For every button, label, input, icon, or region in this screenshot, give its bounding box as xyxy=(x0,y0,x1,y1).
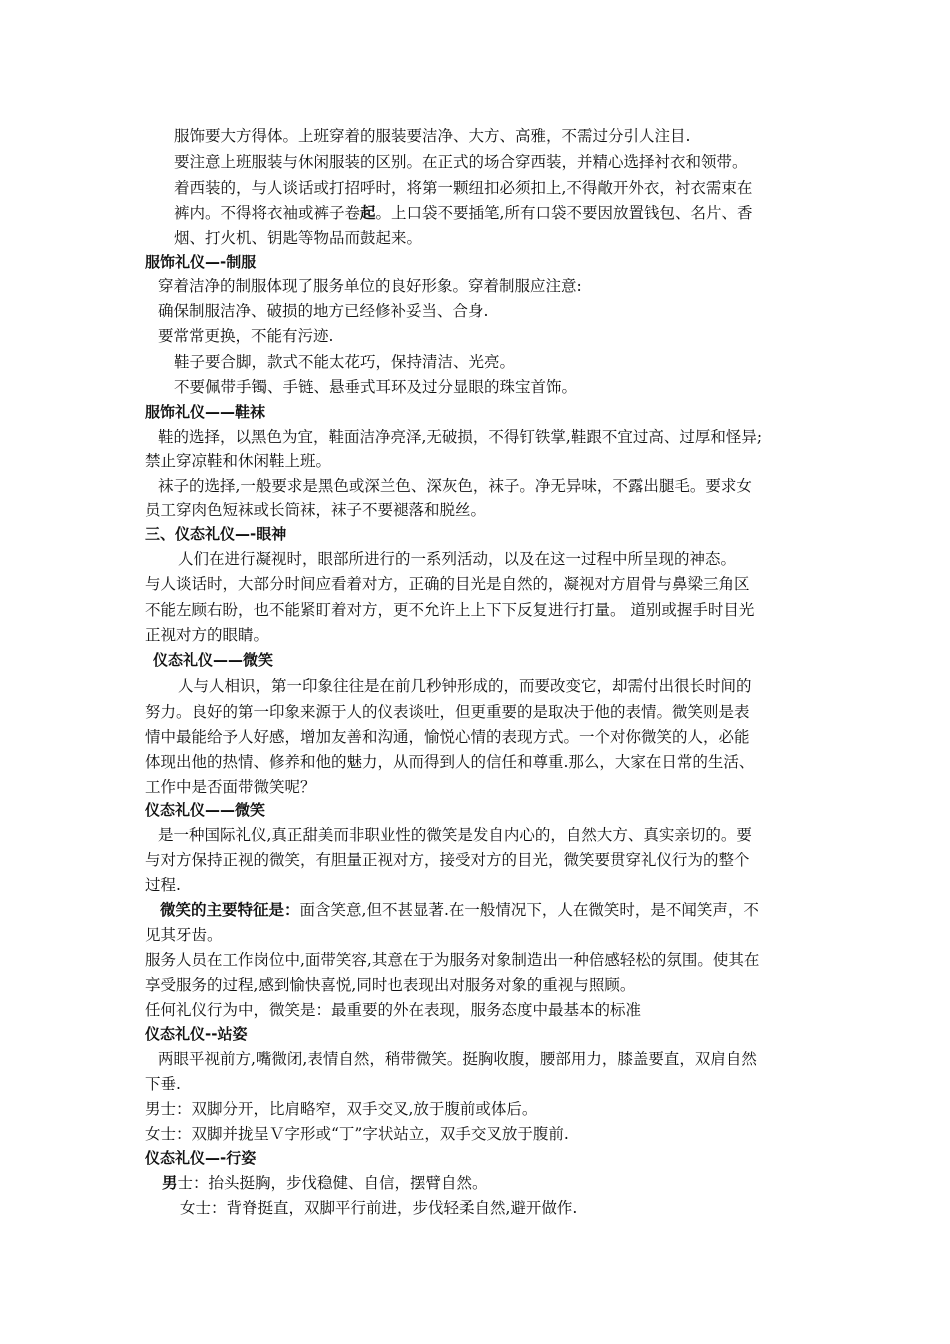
paragraph-line: 两眼平视前方,嘴微闭,表情自然，稍带微笑。挺胸收腹，腰部用力，膝盖要直，双肩自然 xyxy=(158,1050,757,1068)
paragraph-line: 员工穿肉色短袜或长筒袜，袜子不要褪落和脱丝。 xyxy=(145,501,487,519)
paragraph-line xyxy=(162,1173,488,1193)
paragraph-line: 是一种国际礼仪,真正甜美而非职业性的微笑是发自内心的，自然大方、真实亲切的。要 xyxy=(158,826,752,844)
paragraph-line: 努力。良好的第一印象来源于人的仪表谈吐，但更重要的是取决于他的表情。微笑则是表 xyxy=(145,703,750,721)
paragraph-line: 享受服务的过程,感到愉快喜悦,同时也表现出对服务对象的重视与照顾。 xyxy=(145,976,636,994)
paragraph-line: 要常常更换，不能有污迹. xyxy=(158,327,334,345)
paragraph-line: 工作中是否面带微笑呢？ xyxy=(145,778,316,796)
paragraph-line: 与对方保持正视的微笑，有胆量正视对方，接受对方的目光，微笑要贯穿礼仪行为的整个 xyxy=(145,851,750,869)
text-run: 士：抬头挺胸，步伐稳健、自信，摆臂自然。 xyxy=(177,1174,488,1192)
paragraph-line: 见其牙齿。 xyxy=(145,926,223,944)
paragraph-line: 体现出他的热情、修养和他的魅力，从而得到人的信任和尊重.那么，大家在日常的生活、 xyxy=(145,753,755,771)
paragraph-line: 下垂. xyxy=(145,1075,181,1093)
paragraph-line: 女士：背脊挺直，双脚平行前进，步伐轻柔自然,避开做作. xyxy=(180,1199,578,1217)
paragraph-line: 情中最能给予人好感，增加友善和沟通，愉悦心情的表现方式。一个对你微笑的人，必能 xyxy=(145,728,750,746)
paragraph-line: 穿着洁净的制服体现了服务单位的良好形象。穿着制服应注意: xyxy=(158,277,582,295)
bold-text-run: 男 xyxy=(162,1174,178,1192)
paragraph-line: 服饰要大方得体。上班穿着的服装要洁净、大方、高雅，不需过分引人注目. xyxy=(174,127,691,145)
paragraph-line: 确保制服洁净、破损的地方已经修补妥当、合身. xyxy=(158,302,489,320)
paragraph-line xyxy=(174,203,752,223)
paragraph-line: 与人谈话时，大部分时间应看着对方，正确的目光是自然的，凝视对方眉骨与鼻梁三角区 xyxy=(145,575,750,593)
section-heading: 三、仪态礼仪—-眼神 xyxy=(145,525,287,543)
text-run: 面含笑意,但不甚显著.在一般情况下，人在微笑时，是不闻笑声，不 xyxy=(299,901,759,919)
paragraph-line: 袜子的选择,一般要求是黑色或深兰色、深灰色，袜子。净无异味，不露出腿毛。要求女 xyxy=(158,477,752,495)
section-heading: 仪态礼仪--站姿 xyxy=(145,1025,248,1043)
paragraph-line: 人与人相识，第一印象往往是在前几秒钟形成的，而要改变它，却需付出很长时间的 xyxy=(178,677,752,695)
paragraph-line: 不能左顾右盼，也不能紧盯着对方，更不允许上上下下反复进行打量。 道别或握手时目光 xyxy=(145,601,755,619)
section-heading: 服饰礼仪—-制服 xyxy=(145,253,257,271)
section-heading: 仪态礼仪—-行姿 xyxy=(145,1149,257,1167)
section-heading: 仪态礼仪——微笑 xyxy=(145,801,266,819)
paragraph-line: 女士：双脚并拢呈Ｖ字形或“丁”字状站立，双手交叉放于腹前. xyxy=(145,1125,569,1143)
paragraph-line: 着西装的，与人谈话或打招呼时，将第一颗纽扣必须扣上,不得敞开外衣，衬衣需束在 xyxy=(174,179,753,197)
paragraph-line: 不要佩带手镯、手链、悬垂式耳环及过分显眼的珠宝首饰。 xyxy=(174,378,578,396)
text-run: 裤内。不得将衣袖或裤子卷 xyxy=(174,204,361,222)
paragraph-line: 正视对方的眼睛。 xyxy=(145,626,270,644)
paragraph-line: 服务人员在工作岗位中,面带笑容,其意在于为服务对象制造出一种倍感轻松的氛围。使其在 xyxy=(145,951,760,969)
section-heading: 服饰礼仪——鞋袜 xyxy=(145,403,266,421)
bold-text-run: 微笑的主要特征是： xyxy=(160,901,300,919)
paragraph-line: 要注意上班服装与休闲服装的区别。在正式的场合穿西装，并精心选择衬衣和领带。 xyxy=(174,153,748,171)
bold-text-run: 起 xyxy=(360,204,376,222)
paragraph-line: 男士：双脚分开，比肩略窄，双手交叉,放于腹前或体后。 xyxy=(145,1100,538,1118)
paragraph-line: 鞋子要合脚，款式不能太花巧，保持清洁、光亮。 xyxy=(174,353,516,371)
paragraph-line: 鞋的选择，以黑色为宜，鞋面洁净亮泽,无破损，不得钉铁掌,鞋跟不宜过高、过厚和怪异; xyxy=(158,428,763,446)
paragraph-line: 过程. xyxy=(145,876,181,894)
section-heading: 仪态礼仪——微笑 xyxy=(153,651,274,669)
paragraph-line xyxy=(160,900,759,920)
paragraph-line: 任何礼仪行为中，微笑是：最重要的外在表现，服务态度中最基本的标准 xyxy=(145,1001,642,1019)
paragraph-line: 禁止穿凉鞋和休闲鞋上班。 xyxy=(145,452,332,470)
text-run: 。上口袋不要插笔,所有口袋不要因放置钱包、名片、香 xyxy=(375,204,753,222)
paragraph-line: 人们在进行凝视时，眼部所进行的一系列活动，以及在这一过程中所呈现的神态。 xyxy=(178,550,737,568)
paragraph-line: 烟、打火机、钥匙等物品而鼓起来。 xyxy=(174,229,423,247)
